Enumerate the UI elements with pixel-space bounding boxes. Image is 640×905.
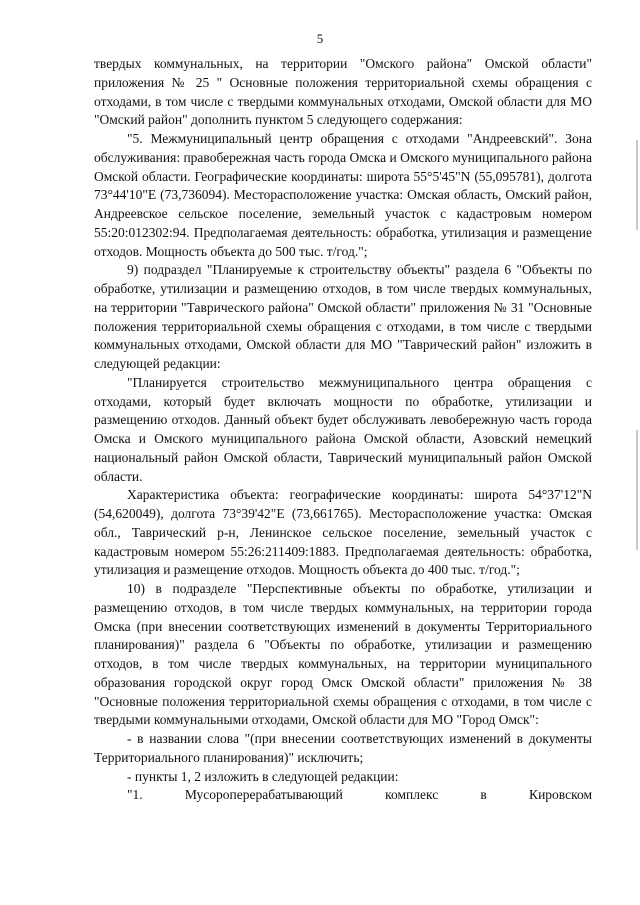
paragraph-item-9: 9) подраздел "Планируемые к строительству объекты" раздела 6 "Объекты по обработке, утилизации и размещению отходов, в том числе твердых коммунальных, на территории "Таврического района" Омской области" приложения № 31 "Основные положения территориальной схемы обращения с отходами, в том числе с твердыми коммунальных отходами, Омской области для МО "Таврический район" изложить в следующей редакции:	[94, 262, 592, 371]
page-number: 5	[316, 31, 324, 46]
paragraph-continuation: твердых коммунальных, на территории "Омского района" Омской области" приложения № 25 " Основные положения территориальной схемы обращения с отходами, в том числе с твердыми коммунальных отходами, Омской области для МО "Омский район" дополнить пунктом 5 следующего содержания:	[94, 56, 592, 128]
paragraph-tavrichesky-plan: "Планируется строительство межмуниципального центра обращения с отходами, который будет включать мощности по обработке, утилизации и размещению отходов. Данный объект будет обслуживать левобережную часть города Омска и Омского муниципального района Омской области, Азовский немецкий национальный район Омской области, Таврический муниципальный район Омской области.	[94, 374, 592, 484]
paragraph-point-1-start: "1. Мусороперерабатывающий комплекс в Кировском	[127, 787, 592, 803]
paragraph-andreevsky-center: "5. Межмуниципальный центр обращения с отходами "Андреевский". Зона обслуживания: правобережная часть города Омска и Омского муниципального района Омской области. Географические координаты: широта 55°5'45"N (55,095781), долгота 73°44'10"E (73,736094). Месторасположение участка: Омская область, Омский район, Андреевское сельское поселение, земельный участок с кадастровым номером 55:20:012302:94. Предполагаемая деятельность: обработка, утилизация и размещение отходов. Мощность объекта до 500 тыс. т/год.";	[94, 131, 592, 259]
document-body	[94, 55, 592, 805]
paragraph-object-characteristics: Характеристика объекта: географические координаты: широта 54°37'12"N (54,620049), долгота 73°39'42"E (73,661765). Месторасположение участка: Омская обл., Таврический р-н, Ленинское сельское поселение, земельный участок с кадастровым номером 55:26:211409:1883. Предполагаемая деятельность: обработка, утилизация и размещение отходов. Мощность объекта до 400 тыс. т/год.";	[94, 487, 592, 578]
paragraph-item-10: 10) в подразделе "Перспективные объекты по обработке, утилизации и размещению отходов, в том числе твердых коммунальных, на территории города Омска (при внесении соответствующих изменений в документы Территориального планирования)" раздела 6 "Объекты по обработке, утилизации и размещению отходов, в том числе твердых коммунальных, на территории муниципального образования городской округ город Омск Омской области" приложения № 38 "Основные положения территориальной схемы обращения с отходами, в том числе с твердыми коммунальными отходами, Омской области для МО "Город Омск":	[94, 581, 592, 728]
paragraph-points-1-2: - пункты 1, 2 изложить в следующей редакции:	[127, 768, 399, 784]
scan-edge-mark	[636, 430, 638, 550]
scan-edge-mark	[636, 140, 638, 230]
paragraph-exclude-words: - в названии слова "(при внесении соответствующих изменений в документы Территориального планирования)" исключить;	[94, 731, 592, 765]
